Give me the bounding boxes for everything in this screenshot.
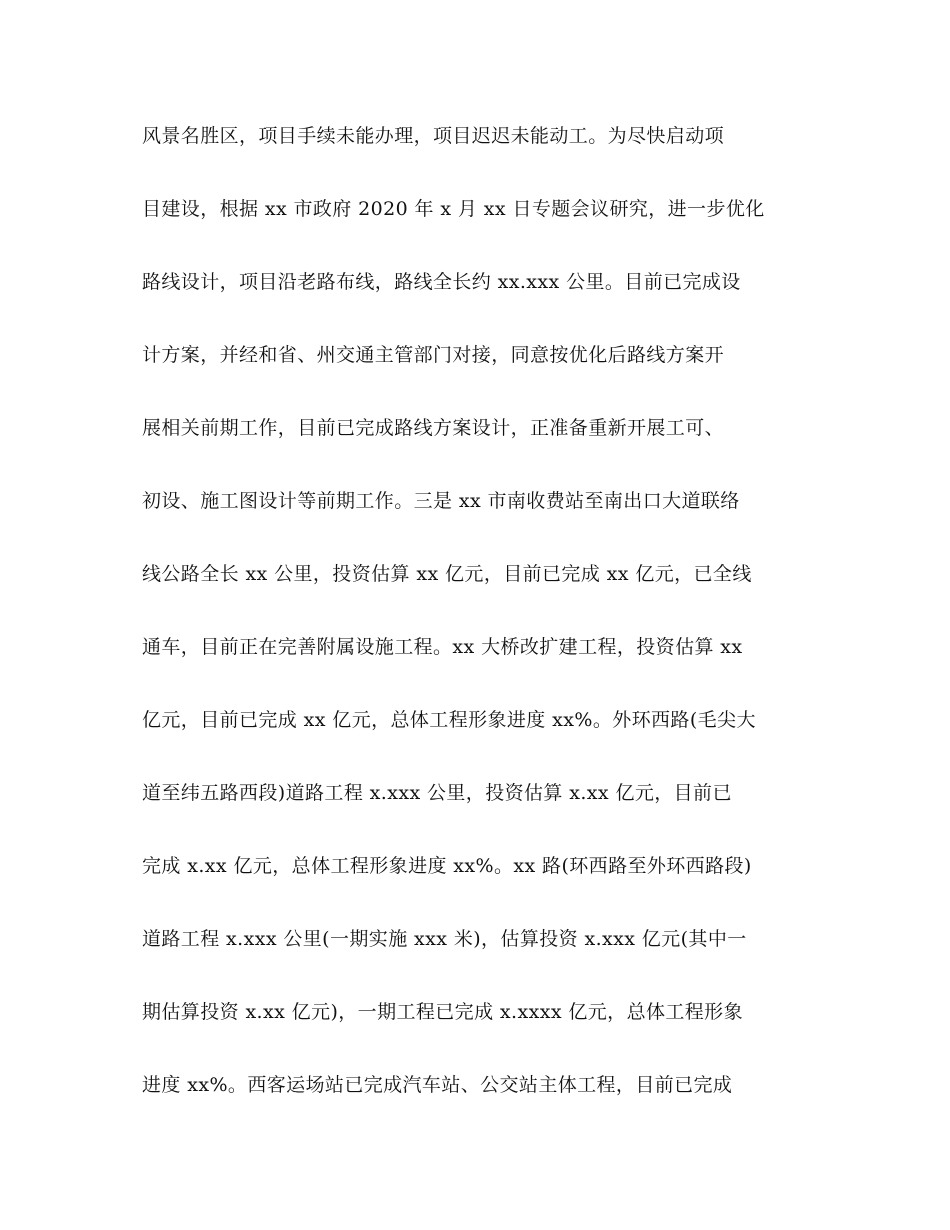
text-line: 线公路全长 xx 公里，投资估算 xx 亿元，目前已完成 xx 亿元，已全线 (142, 563, 752, 585)
text-line: 计方案，并经和省、州交通主管部门对接，同意按优化后路线方案开 (142, 344, 725, 366)
text-line: 初设、施工图设计等前期工作。三是 xx 市南收费站至南出口大道联络 (142, 490, 740, 512)
text-line: 道至纬五路西段)道路工程 x.xxx 公里，投资估算 x.xx 亿元，目前已 (142, 782, 732, 804)
text-line: 目建设，根据 xx 市政府 2020 年 x 月 xx 日专题会议研究，进一步优化 (142, 198, 765, 220)
text-line: 路线设计，项目沿老路布线，路线全长约 xx.xxx 公里。目前已完成设 (142, 271, 741, 293)
body-text (142, 116, 822, 1138)
text-line: 通车，目前正在完善附属设施工程。xx 大桥改扩建工程，投资估算 xx (142, 636, 743, 658)
text-line: 亿元，目前已完成 xx 亿元，总体工程形象进度 xx%。外环西路(毛尖大 (142, 709, 756, 731)
text-line: 道路工程 x.xxx 公里(一期实施 xxx 米)，估算投资 x.xxx 亿元(其中一 (142, 928, 747, 950)
text-line: 期估算投资 x.xx 亿元)，一期工程已完成 x.xxxx 亿元，总体工程形象 (142, 1001, 743, 1023)
text-line: 完成 x.xx 亿元，总体工程形象进度 xx%。xx 路(环西路至外环西路段) (142, 855, 752, 877)
text-line: 展相关前期工作，目前已完成路线方案设计，正准备重新开展工可、 (142, 417, 725, 439)
text-line: 风景名胜区，项目手续未能办理，项目迟迟未能动工。为尽快启动项 (142, 125, 725, 147)
text-line: 进度 xx%。西客运场站已完成汽车站、公交站主体工程，目前已完成 (142, 1074, 733, 1096)
